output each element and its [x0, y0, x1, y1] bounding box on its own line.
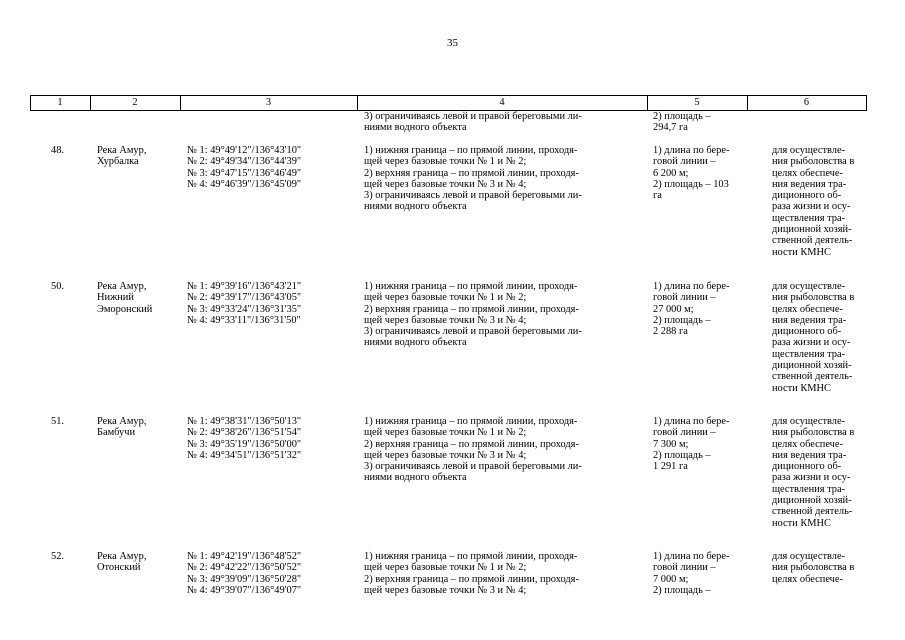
- boundary-description: 1) нижняя граница – по прямой линии, проходя- щей через базовые точки № 1 и № 2; 2) верхняя граница – по прямой линии, проходя- щей через базовые точки № 3 и № 4; 3) ограничиваясь левой и правой береговыми ли- ниями водного объекта: [364, 145, 582, 213]
- base-point-coordinates: № 1: 49°38'31"/136°50'13" № 2: 49°38'26"/136°51'54" № 3: 49°35'19"/136°50'00" № 4: 49°34'51"/136°51'32": [187, 416, 302, 461]
- area-size: 1) длина по бере- говой линии – 7 000 м; 2) площадь –: [653, 551, 730, 596]
- row-number: 48.: [51, 145, 64, 156]
- column-header-6: 6: [803, 97, 810, 108]
- base-point-coordinates: № 1: 49°42'19"/136°48'52" № 2: 49°42'22"/136°50'52" № 3: 49°39'09"/136°50'28" № 4: 49°39'07"/136°49'07": [187, 551, 302, 596]
- area-size: 1) длина по бере- говой линии – 6 200 м; 2) площадь – 103 га: [653, 145, 730, 202]
- boundary-description: 1) нижняя граница – по прямой линии, проходя- щей через базовые точки № 1 и № 2; 2) верхняя граница – по прямой линии, проходя- щей через базовые точки № 3 и № 4;: [364, 551, 579, 596]
- table-right-border: [866, 95, 867, 111]
- usage-purpose: для осуществле- ния рыболовства в целях обеспече- ния ведения тра- диционного об- раза жизни и осу- ществления тра- диционной хозяй- ственной деятель- ности КМНС: [772, 416, 855, 529]
- row-number: 51.: [51, 416, 64, 427]
- continuation-size-cell: 2) площадь – 294,7 га: [653, 111, 711, 134]
- usage-purpose: для осуществле- ния рыболовства в целях обеспече-: [772, 551, 855, 585]
- row-number: 50.: [51, 281, 64, 292]
- water-body-name: Река Амур, Бамбучи: [97, 416, 147, 439]
- water-body-name: Река Амур, Отонский: [97, 551, 147, 574]
- column-header-5: 5: [694, 97, 700, 108]
- boundary-description: 1) нижняя граница – по прямой линии, проходя- щей через базовые точки № 1 и № 2; 2) верхняя граница – по прямой линии, проходя- щей через базовые точки № 3 и № 4; 3) ограничиваясь левой и правой береговыми ли- ниями водного объекта: [364, 281, 582, 349]
- column-header-1: 1: [57, 97, 63, 108]
- area-size: 1) длина по бере- говой линии – 27 000 м; 2) площадь – 2 288 га: [653, 281, 730, 338]
- water-body-name: Река Амур, Нижний Эморонский: [97, 281, 153, 315]
- water-body-name: Река Амур, Хурбалка: [97, 145, 147, 168]
- page-number: 35: [447, 37, 458, 49]
- base-point-coordinates: № 1: 49°49'12"/136°43'10" № 2: 49°49'34"/136°44'39" № 3: 49°47'15"/136°46'49" № 4: 49°46'39"/136°45'09": [187, 145, 302, 190]
- column-header-3: 3: [265, 97, 272, 108]
- column-header-4: 4: [499, 97, 505, 108]
- continuation-boundary-cell: 3) ограничиваясь левой и правой береговыми ли- ниями водного объекта: [364, 111, 582, 134]
- usage-purpose: для осуществле- ния рыболовства в целях обеспече- ния ведения тра- диционного об- раза жизни и осу- ществления тра- диционной хозяй- ственной деятель- ности КМНС: [772, 145, 855, 258]
- row-number: 52.: [51, 551, 64, 562]
- area-size: 1) длина по бере- говой линии – 7 300 м; 2) площадь – 1 291 га: [653, 416, 730, 473]
- column-header-2: 2: [132, 97, 138, 108]
- base-point-coordinates: № 1: 49°39'16"/136°43'21" № 2: 49°39'17"/136°43'05" № 3: 49°33'24"/136°31'35" № 4: 49°33'11"/136°31'50": [187, 281, 302, 326]
- boundary-description: 1) нижняя граница – по прямой линии, проходя- щей через базовые точки № 1 и № 2; 2) верхняя граница – по прямой линии, проходя- щей через базовые точки № 3 и № 4; 3) ограничиваясь левой и правой береговыми ли- ниями водного объекта: [364, 416, 582, 484]
- usage-purpose: для осуществле- ния рыболовства в целях обеспече- ния ведения тра- диционного об- раза жизни и осу- ществления тра- диционной хозяй- ственной деятель- ности КМНС: [772, 281, 855, 394]
